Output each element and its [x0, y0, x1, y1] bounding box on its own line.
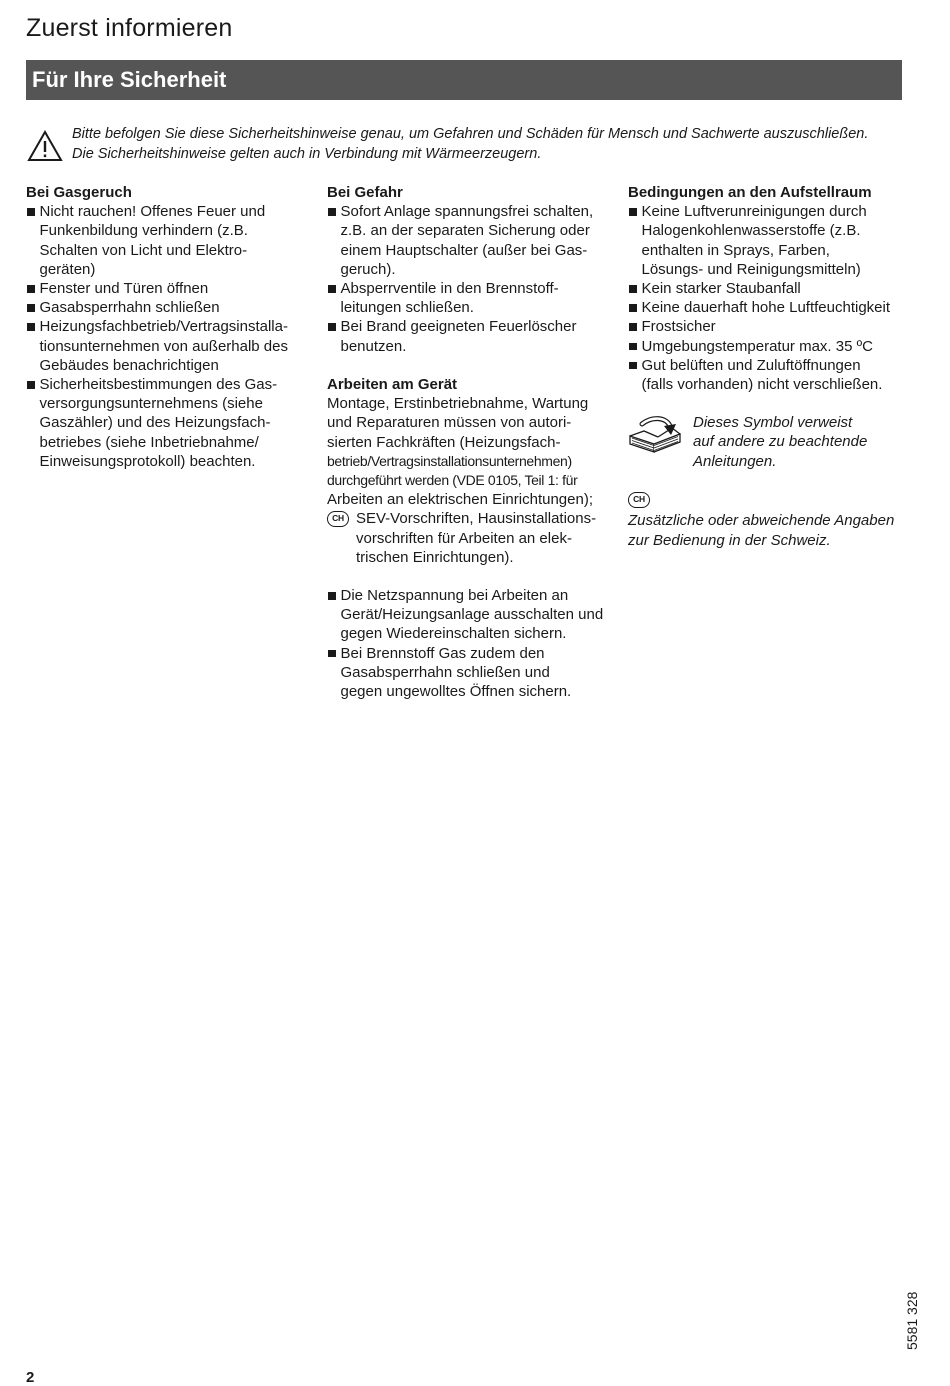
list-item: Frostsicher — [628, 317, 918, 336]
room-heading: Bedingungen an den Aufstellraum — [628, 184, 872, 201]
ch-switzerland-note — [628, 490, 918, 550]
danger-list — [327, 202, 612, 356]
section-title: Für Ihre Sicherheit — [26, 60, 902, 100]
work-list — [327, 586, 612, 701]
intro-line: Die Sicherheitshinweise gelten auch in Verbindung mit Wärmeerzeugern. — [72, 145, 542, 162]
list-item: Bei Brennstoff Gas zudem den Gasabsperrhahn schließen und gegen ungewolltes Öffnen sichern. — [327, 644, 612, 702]
danger-column — [327, 183, 612, 701]
room-list — [628, 202, 918, 394]
list-item: Nicht rauchen! Offenes Feuer und Funkenbildung verhindern (z.B. Schalten von Licht und Elektro- geräten) — [26, 202, 306, 279]
safety-intro — [72, 125, 912, 164]
page-heading: Zuerst informieren — [26, 14, 233, 42]
list-item: Bei Brand geeigneten Feuerlöscher benutzen. — [327, 317, 612, 355]
room-column — [628, 183, 918, 550]
ch-badge-icon: CH — [327, 511, 349, 527]
danger-heading: Bei Gefahr — [327, 184, 403, 201]
list-item: Heizungsfachbetrieb/Vertragsinstalla- tionsunternehmen von außerhalb des Gebäudes benachrichtigen — [26, 317, 306, 375]
work-heading: Arbeiten am Gerät — [327, 376, 458, 394]
list-item: Sofort Anlage spannungsfrei schalten, z.B. an der separaten Sicherung oder einem Hauptschalter (außer bei Gas- geruch). — [327, 202, 612, 279]
gas-smell-list — [26, 202, 306, 471]
list-item: Umgebungstemperatur max. 35 ºC — [628, 337, 918, 356]
list-item: Gut belüften und Zuluftöffnungen (falls vorhanden) nicht verschließen. — [628, 356, 918, 394]
document-number: 5581 328 — [904, 1291, 920, 1350]
gas-smell-heading: Bei Gasgeruch — [26, 184, 132, 201]
list-item: Sicherheitsbestimmungen des Gas- versorgungsunternehmens (siehe Gaszähler) und des Heizungsfach- betriebes (siehe Inbetriebnahme/ Einweisungsprotokoll) beachten. — [26, 375, 306, 471]
gas-smell-column — [26, 183, 306, 471]
intro-line: Bitte befolgen Sie diese Sicherheitshinweise genau, um Gefahren und Schäden für Mensch und Sachwerte auszuschließen. — [72, 126, 869, 142]
book-note — [628, 413, 918, 473]
ch-note-sev: CH SEV-Vorschriften, Hausinstallations- vorschriften für Arbeiten an elek- trischen Einrichtungen). — [327, 509, 612, 567]
list-item: Fenster und Türen öffnen — [26, 279, 306, 298]
list-item: Die Netzspannung bei Arbeiten an Gerät/Heizungsanlage ausschalten und gegen Wiedereinschalten sichern. — [327, 586, 612, 644]
list-item: Gasabsperrhahn schließen — [26, 298, 306, 317]
warning-triangle-icon — [27, 130, 63, 162]
list-item: Keine dauerhaft hohe Luftfeuchtigkeit — [628, 298, 918, 317]
page-number: 2 — [26, 1369, 35, 1386]
book-note-text: Dieses Symbol verweist auf andere zu beachtende Anleitungen. — [693, 414, 868, 470]
list-item: Kein starker Staubanfall — [628, 279, 918, 298]
work-paragraph: Montage, Erstinbetriebnahme, Wartung und Reparaturen müssen von autori- sierten Fachkräften (Heizungsfach- betrieb/Vertragsinstallationsunternehmen) durchgeführt werden (VDE 0105, Teil 1: für Arbeiten an elektrischen Einrichtungen); — [327, 395, 593, 509]
list-item: Keine Luftverunreinigungen durch Halogenkohlenwasserstoffe (z.B. enthalten in Sprays, Farben, Lösungs- und Reinigungsmitteln) — [628, 202, 918, 279]
ch-badge-icon: CH — [628, 492, 650, 508]
list-item: Absperrventile in den Brennstoff- leitungen schließen. — [327, 279, 612, 317]
ch-note-text: Zusätzliche oder abweichende Angaben zur Bedienung in der Schweiz. — [628, 512, 895, 549]
open-book-arrow-icon — [628, 414, 684, 454]
